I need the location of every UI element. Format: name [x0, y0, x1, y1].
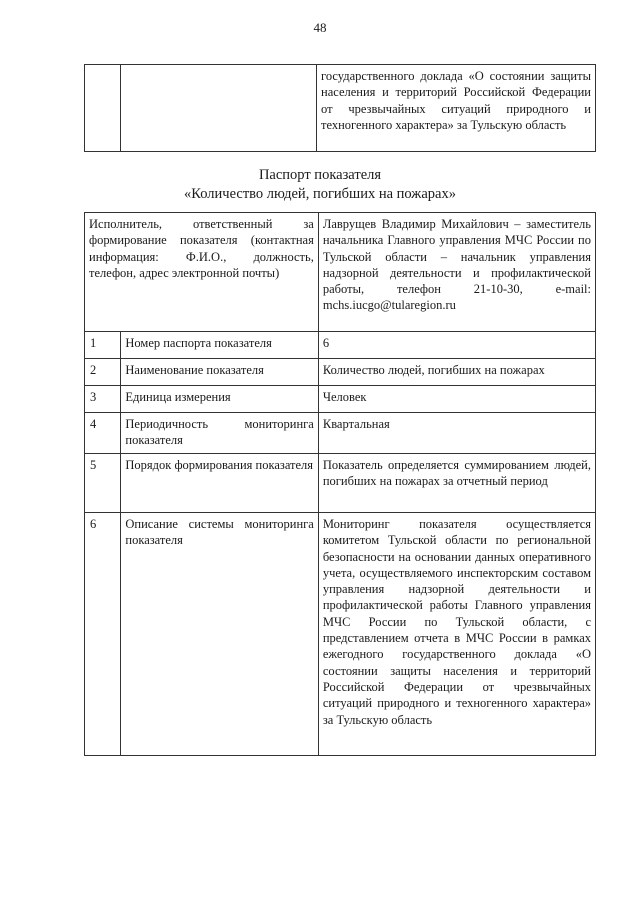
executor-value: Лаврущев Владимир Михайлович – заместитель начальника Главного управления МЧС России по Тульской области – начальник управления надзорной деятельности и профилактической работы, телефон 21-10-30, e-mail: mchs.iucgo@tularegion.ru	[318, 213, 595, 332]
table-cell-value: государственного доклада «О состоянии защиты населения и территорий Российской Федерации от чрезвычайных ситуаций природного и техногенного характера» за Тульскую область	[317, 65, 596, 152]
row-value: Квартальная	[318, 413, 595, 454]
row-label: Периодичность мониторинга показателя	[121, 413, 318, 454]
title-line-2: «Количество людей, погибших на пожарах»	[184, 186, 456, 202]
row-label: Номер паспорта показателя	[121, 332, 318, 359]
table-row	[85, 386, 596, 413]
table-row	[85, 332, 596, 359]
row-value: Количество людей, погибших на пожарах	[318, 359, 595, 386]
continuation-table	[84, 64, 596, 152]
row-value: Человек	[318, 386, 595, 413]
title-line-1: Паспорт показателя	[258, 167, 382, 183]
row-label: Описание системы мониторинга показателя	[121, 513, 318, 756]
row-number: 3	[85, 386, 121, 413]
table-row	[85, 65, 596, 152]
table-row	[85, 513, 596, 756]
row-label: Порядок формирования показателя	[121, 454, 318, 513]
row-label: Наименование показателя	[121, 359, 318, 386]
row-number: 5	[85, 454, 121, 513]
row-label: Единица измерения	[121, 386, 318, 413]
passport-table	[84, 212, 596, 756]
row-number: 2	[85, 359, 121, 386]
table-cell-label	[120, 65, 316, 152]
page-title	[0, 166, 640, 204]
table-cell-num	[85, 65, 121, 152]
table-row	[85, 413, 596, 454]
row-value: 6	[318, 332, 595, 359]
row-number: 6	[85, 513, 121, 756]
table-row	[85, 454, 596, 513]
row-number: 4	[85, 413, 121, 454]
table-row	[85, 359, 596, 386]
executor-label: Исполнитель, ответственный за формирование показателя (контактная информация: Ф.И.О., должность, телефон, адрес электронной почты)	[85, 213, 319, 332]
page-number: 48	[313, 20, 327, 35]
row-number: 1	[85, 332, 121, 359]
table-row	[85, 213, 596, 332]
row-value: Мониторинг показателя осуществляется комитетом Тульской области по региональной безопасности на основании данных оперативного учета, осуществляемого инспекторским составом управления надзорной деятельности и профилактической работы Главного управления МЧС России по Тульской области, с представлением отчета в МЧС России в рамках ежегодного государственного доклада «О состоянии защиты населения и территорий Российской Федерации от чрезвычайных ситуаций природного и техногенного характера» за Тульскую область	[318, 513, 595, 756]
row-value: Показатель определяется суммированием людей, погибших на пожарах за отчетный период	[318, 454, 595, 513]
